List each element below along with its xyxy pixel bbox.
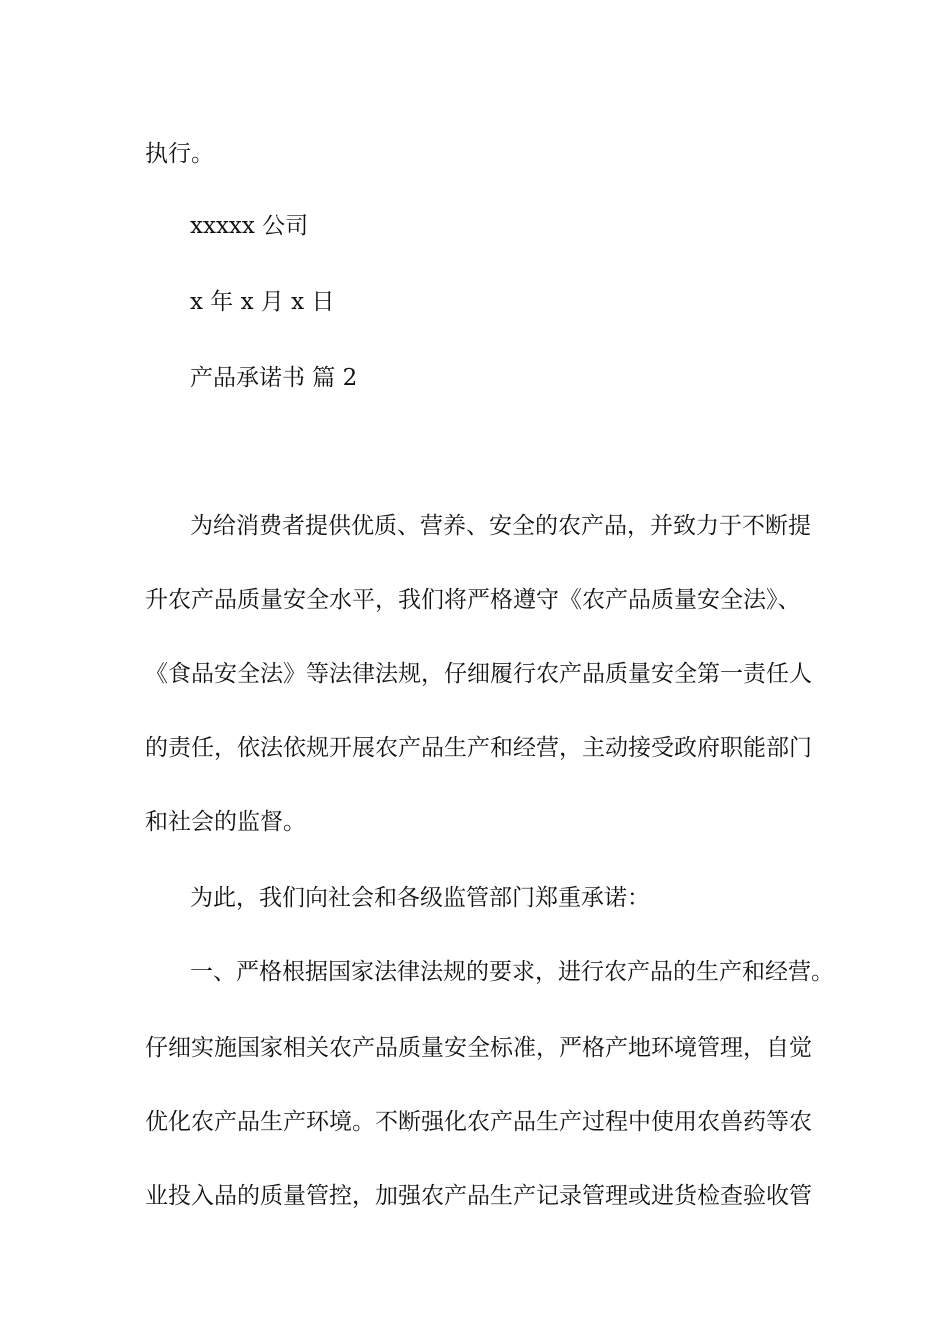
- paragraph-line: 业投入品的质量管控，加强农产品生产记录管理或进货检查验收管: [145, 1183, 812, 1209]
- paragraph-line: 和社会的监督。: [145, 809, 306, 835]
- section-title: 产品承诺书 篇 2: [190, 365, 358, 391]
- date-line: x 年 x 月 x 日: [190, 289, 335, 315]
- paragraph-line: 仔细实施国家相关农产品质量安全标准，严格产地环境管理，自觉: [145, 1035, 812, 1061]
- paragraph-line: 为此，我们向社会和各级监管部门郑重承诺：: [190, 885, 650, 911]
- paragraph-line: 执行。: [145, 141, 214, 167]
- company-name: xxxxx 公司: [190, 213, 309, 239]
- paragraph-line: 一、严格根据国家法律法规的要求，进行农产品的生产和经营。: [190, 959, 834, 985]
- paragraph-line: 的责任，依法依规开展农产品生产和经营，主动接受政府职能部门: [145, 735, 812, 761]
- paragraph-line: 《食品安全法》等法律法规，仔细履行农产品质量安全第一责任人: [145, 661, 812, 687]
- paragraph-line: 为给消费者提供优质、营养、安全的农产品，并致力于不断提: [190, 513, 811, 539]
- paragraph-line: 优化农产品生产环境。不断强化农产品生产过程中使用农兽药等农: [145, 1109, 812, 1135]
- paragraph-line: 升农产品质量安全水平，我们将严格遵守《农产品质量安全法》、: [145, 587, 801, 613]
